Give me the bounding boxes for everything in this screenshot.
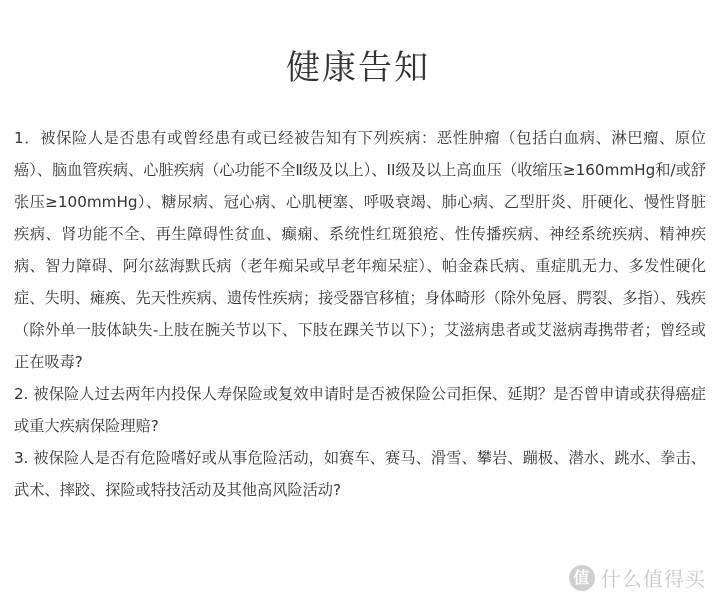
question-3: 3. 被保险人是否有危险嗜好或从事危险活动，如赛车、赛马、滑雪、攀岩、蹦极、潜水、跳水、拳击、武术、摔跤、探险或特技活动及其他高风险活动? — [14, 449, 706, 499]
question-list — [14, 122, 706, 506]
watermark-text: 什么值得买 — [601, 567, 706, 591]
question-2: 2. 被保险人过去两年内投保人寿保险或复效申请时是否被保险公司拒保、延期？是否曾申请或获得癌症或重大疾病保险理赔? — [14, 385, 706, 435]
watermark — [569, 563, 706, 592]
page-title: 健康告知 — [286, 48, 430, 88]
watermark-logo-icon: 值 — [569, 565, 595, 591]
question-1: 1．被保险人是否患有或曾经患有或已经被告知有下列疾病：恶性肿瘤（包括白血病、淋巴瘤、原位癌）、脑血管疾病、心脏疾病（心功能不全Ⅱ级及以上）、II级及以上高血压（收缩压≥160mmHg和/或舒张压≥100mmHg）、糖尿病、冠心病、心肌梗塞、呼吸衰竭、肺心病、乙型肝炎、肝硬化、慢性肾脏疾病、肾功能不全、再生障碍性贫血、癫痫、系统性红斑狼疮、性传播疾病、神经系统疾病、精神疾病、智力障碍、阿尔兹海默氏病（老年痴呆或早老年痴呆症）、帕金森氏病、重症肌无力、多发性硬化症、失明、瘫痪、先天性疾病、遗传性疾病；接受器官移植；身体畸形（除外兔唇、腭裂、多指）、残疾（除外单一肢体缺失-上肢在腕关节以下、下肢在踝关节以下）；艾滋病患者或艾滋病毒携带者；曾经或正在吸毒? — [14, 129, 706, 371]
